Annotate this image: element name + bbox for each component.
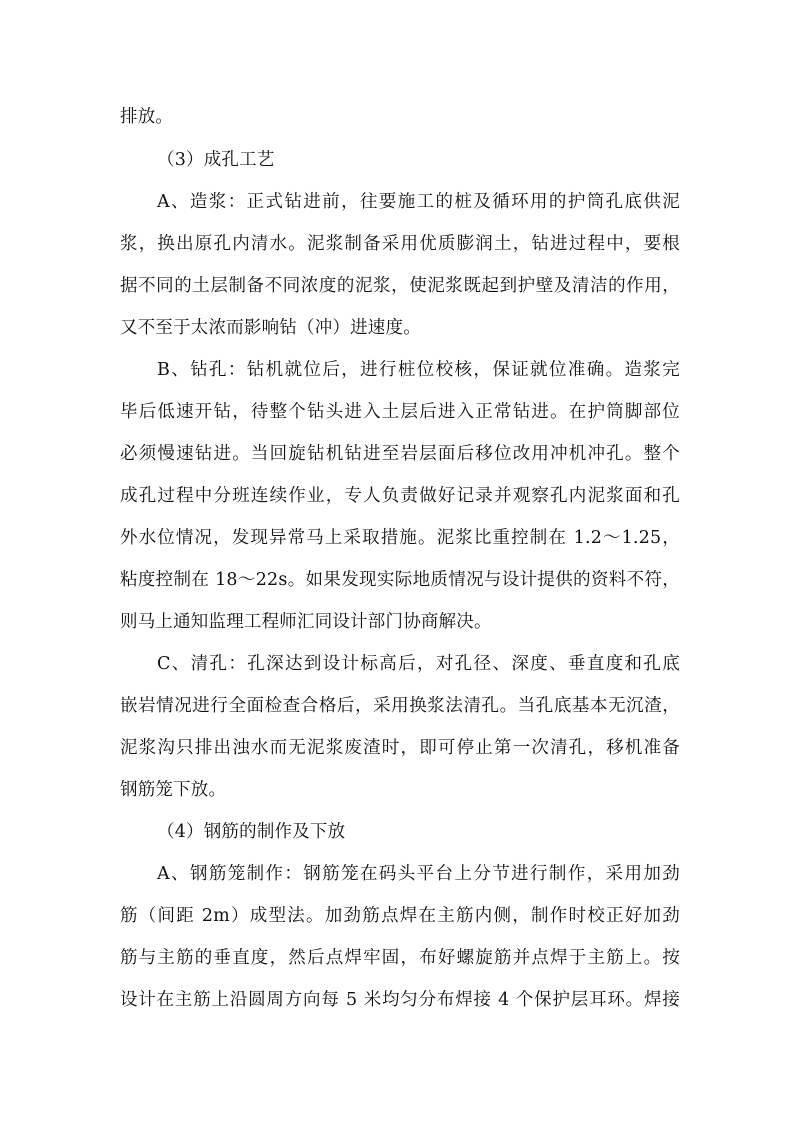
paragraph-line: 必须慢速钻进。当回旋钻机钻进至岩层面后移位改用冲机冲孔。整个 <box>120 444 680 464</box>
paragraph-line: 钢筋笼下放。 <box>120 780 227 800</box>
paragraph-line: 筋（间距 2m）成型法。加劲筋点焊在主筋内侧，制作时校正好加劲 <box>120 906 680 926</box>
paragraph-line: 浆，换出原孔内清水。泥浆制备采用优质膨润土，钻进过程中，要根 <box>120 234 680 254</box>
paragraph-line: 又不至于太浓而影响钻（冲）进速度。 <box>120 318 421 338</box>
paragraph-line: 则马上通知监理工程师汇同设计部门协商解决。 <box>120 612 492 632</box>
section-heading: （4）钢筋的制作及下放 <box>157 822 346 842</box>
section-heading: （3）成孔工艺 <box>157 150 275 170</box>
paragraph-line: 筋与主筋的垂直度，然后点焊牢固，布好螺旋筋并点焊于主筋上。按 <box>120 948 680 968</box>
paragraph-line: C、清孔：孔深达到设计标高后，对孔径、深度、垂直度和孔底 <box>157 654 680 674</box>
paragraph-line: 嵌岩情况进行全面检查合格后，采用换浆法清孔。当孔底基本无沉渣， <box>120 696 680 716</box>
paragraph-line: B、钻孔：钻机就位后，进行桩位校核，保证就位准确。造浆完 <box>157 360 680 380</box>
paragraph-line: A、钢筋笼制作：钢筋笼在码头平台上分节进行制作，采用加劲 <box>157 864 680 884</box>
paragraph-line: 泥浆沟只排出浊水而无泥浆废渣时，即可停止第一次清孔，移机准备 <box>120 738 680 758</box>
paragraph-line: 毕后低速开钻，待整个钻头进入土层后进入正常钻进。在护筒脚部位 <box>120 402 680 422</box>
paragraph-line: A、造浆：正式钻进前，往要施工的桩及循环用的护筒孔底供泥 <box>157 192 680 212</box>
paragraph-line: 设计在主筋上沿圆周方向每 5 米均匀分布焊接 4 个保护层耳环。焊接 <box>120 990 680 1010</box>
paragraph-line: 成孔过程中分班连续作业，专人负责做好记录并观察孔内泥浆面和孔 <box>120 486 680 506</box>
text-line: 排放。 <box>120 107 174 127</box>
paragraph-line: 外水位情况，发现异常马上采取措施。泥浆比重控制在 1.2～1.25， <box>120 528 680 548</box>
paragraph-line: 据不同的土层制备不同浓度的泥浆，使泥浆既起到护壁及清洁的作用， <box>120 276 680 296</box>
paragraph-line: 粘度控制在 18～22s。如果发现实际地质情况与设计提供的资料不符， <box>120 570 680 590</box>
